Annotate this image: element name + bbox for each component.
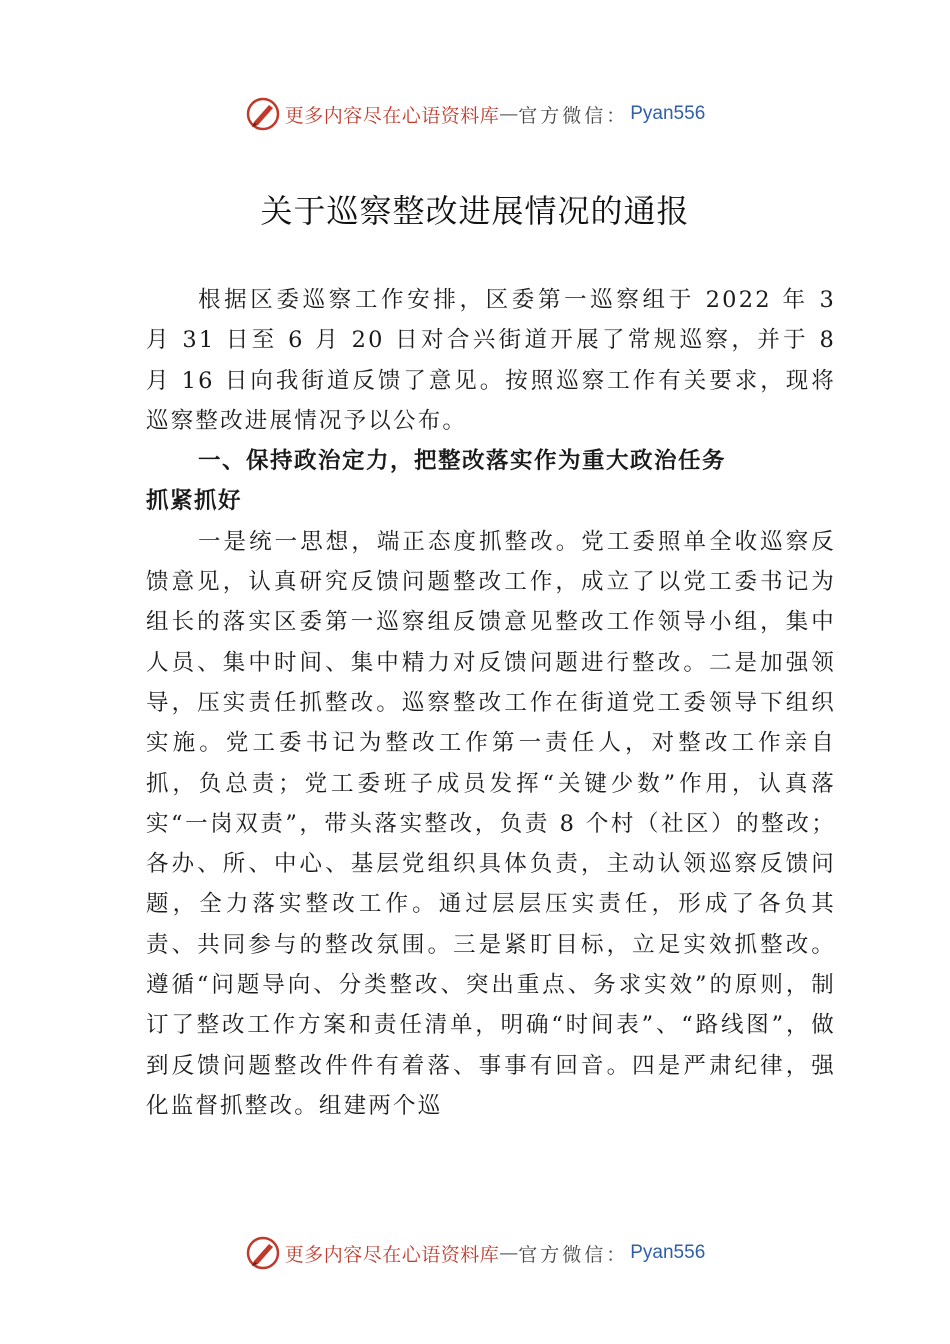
watermark-dash: — bbox=[499, 1242, 519, 1264]
document-body bbox=[146, 280, 836, 1126]
watermark-wechat-id: Pyan556 bbox=[630, 1242, 706, 1263]
section-body-paragraph: 一是统一思想，端正态度抓整改。党工委照单全收巡察反馈意见，认真研究反馈问题整改工作，成立了以党工委书记为组长的落实区委第一巡察组反馈意见整改工作领导小组，集中人员、集中时间、集中精力对反馈问题进行整改。二是加强领导，压实责任抓整改。巡察整改工作在街道党工委领导下组织实施。党工委书记为整改工作第一责任人，对整改工作亲自抓，负总责；党工委班子成员发挥“关键少数”作用，认真落实“一岗双责”，带头落实整改，负责 8 个村（社区）的整改；各办、所、中心、基层党组织具体负责，主动认领巡察反馈问题，全力落实整改工作。通过层层压实责任，形成了各负其责、共同参与的整改氛围。三是紧盯目标，立足实效抓整改。遵循“问题导向、分类整改、突出重点、务求实效”的原则，制订了整改工作方案和责任清单，明确“时间表”、“路线图”，做到反馈问题整改件件有着落、事事有回音。四是严肃纪律，强化监督抓整改。组建两个巡 bbox=[146, 528, 836, 1119]
watermark-official-label: 官方微信： bbox=[518, 1243, 629, 1266]
section-heading-line1: 一、保持政治定力，把整改落实作为重大政治任务 bbox=[198, 448, 727, 475]
section-heading bbox=[146, 441, 836, 522]
intro-paragraph: 根据区委巡察工作安排，区委第一巡察组于 2022 年 3 月 31 日至 6 月 20 日对合兴街道开展了常规巡察，并于 8 月 16 日向我街道反馈了意见。按照巡察工作有关要求，现将巡察整改进展情况予以公布。 bbox=[146, 287, 836, 434]
pen-logo-icon bbox=[245, 96, 281, 132]
watermark-main-text: 更多内容尽在心语资料库 bbox=[284, 104, 500, 127]
watermark-main-text: 更多内容尽在心语资料库 bbox=[284, 1243, 500, 1266]
pen-logo-icon bbox=[245, 1235, 281, 1271]
document-title: 关于巡察整改进展情况的通报 bbox=[260, 192, 690, 230]
watermark-banner-top bbox=[0, 94, 950, 134]
watermark-dash: — bbox=[499, 103, 519, 125]
watermark-wechat-id: Pyan556 bbox=[630, 103, 706, 124]
section-heading-line2: 抓紧抓好 bbox=[146, 488, 243, 515]
watermark-official-label: 官方微信： bbox=[518, 104, 629, 127]
watermark-banner-bottom bbox=[0, 1233, 950, 1273]
